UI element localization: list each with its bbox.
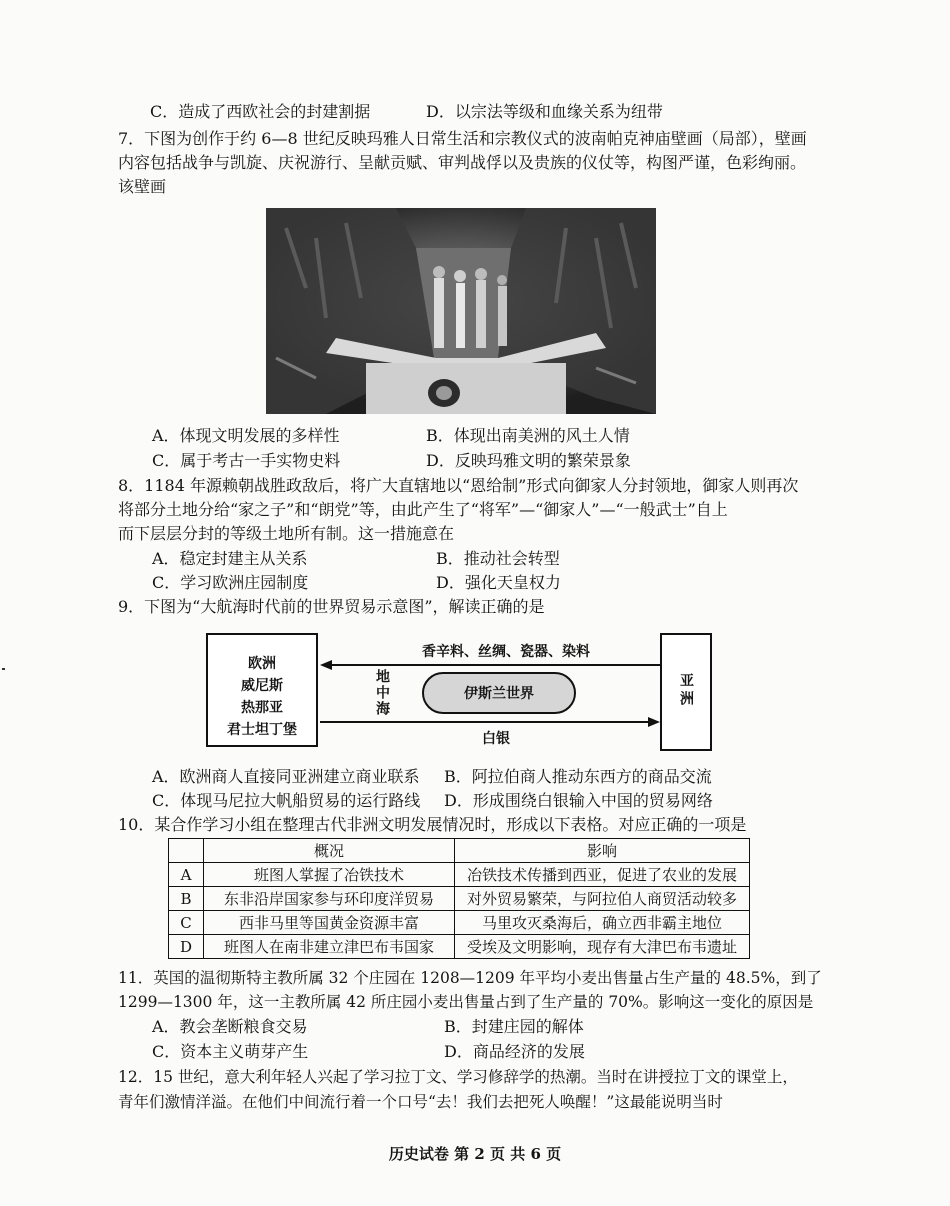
table-cell: 冶铁技术传播到西亚，促进了农业的发展 xyxy=(455,863,750,887)
q10-stem: 10．某合作学习小组在整理古代非洲文明发展情况时，形成以下表格。对应正确的一项是 xyxy=(118,815,747,834)
q7-option-d: D．反映玛雅文明的繁荣景象 xyxy=(426,451,631,470)
genoa-label: 热那亚 xyxy=(241,700,283,716)
table-header-cell xyxy=(169,839,204,863)
q7-option-b: B．体现出南美洲的风土人情 xyxy=(426,426,630,445)
bottom-arrow-head xyxy=(648,717,660,727)
table-header-row xyxy=(169,839,750,863)
table-row xyxy=(169,935,750,959)
table-cell: 班图人在南非建立津巴布韦国家 xyxy=(204,935,455,959)
q9-stem: 9．下图为“大航海时代前的世界贸易示意图”，解读正确的是 xyxy=(118,597,545,616)
q11-option-d: D．商品经济的发展 xyxy=(444,1042,585,1061)
q11-option-a: A．教会垄断粮食交易 xyxy=(152,1017,308,1036)
table-cell: 班图人掌握了冶铁技术 xyxy=(204,863,455,887)
q8-option-a: A．稳定封建主从关系 xyxy=(152,549,308,568)
trade-diagram xyxy=(206,633,712,751)
table-cell: 马里攻灭桑海后，确立西非霸主地位 xyxy=(455,911,750,935)
q9-option-c: C．体现马尼拉大帆船贸易的运行路线 xyxy=(152,791,421,810)
table-header-cell: 影响 xyxy=(455,839,750,863)
q7-stem-line-2: 内容包括战争与凯旋、庆祝游行、呈献贡赋、审判战俘以及贵族的仪仗等，构图严谨，色彩绚丽。 xyxy=(118,153,807,172)
q8-option-d: D．强化天皇权力 xyxy=(436,573,561,592)
bottom-arrow-label: 白银 xyxy=(482,731,510,747)
table-cell: A xyxy=(169,863,204,887)
q11-option-c: C．资本主义萌芽产生 xyxy=(152,1042,309,1061)
q9-option-a: A．欧洲商人直接同亚洲建立商业联系 xyxy=(152,767,420,786)
q7-option-c: C．属于考古一手实物史料 xyxy=(152,451,341,470)
table-cell: C xyxy=(169,911,204,935)
q12-stem-line-1: 12．15 世纪，意大利年轻人兴起了学习拉丁文、学习修辞学的热潮。当时在讲授拉丁文的课堂上， xyxy=(118,1068,798,1086)
constantinople-label: 君士坦丁堡 xyxy=(227,722,297,738)
q6-option-c: C．造成了西欧社会的封建割据 xyxy=(150,102,371,121)
q8-option-c: C．学习欧洲庄园制度 xyxy=(152,573,309,592)
table-cell: D xyxy=(169,935,204,959)
europe-label: 欧洲 xyxy=(248,656,276,672)
mediterranean-label: 地中海 xyxy=(374,669,390,717)
table-cell: 东非沿岸国家参与环印度洋贸易 xyxy=(204,887,455,911)
q9-option-b: B．阿拉伯商人推动东西方的商品交流 xyxy=(444,767,712,786)
bonampak-mural-illustration xyxy=(266,208,656,414)
scan-speck xyxy=(2,668,5,670)
table-cell: 对外贸易繁荣，与阿拉伯人商贸活动较多 xyxy=(455,887,750,911)
mural-image xyxy=(266,208,656,414)
asia-label: 亚洲 xyxy=(678,673,694,709)
q8-stem-line-3: 而下层层分封的等级土地所有制。这一措施意在 xyxy=(118,524,455,543)
table-cell: 受埃及文明影响，现存有大津巴布韦遗址 xyxy=(455,935,750,959)
table-cell: 西非马里等国黄金资源丰富 xyxy=(204,911,455,935)
table-row xyxy=(169,911,750,935)
q7-stem-line-1: 7．下图为创作于约 6—8 世纪反映玛雅人日常生活和宗教仪式的波南帕克神庙壁画（局部），壁画 xyxy=(118,129,807,148)
q11-stem-line-2: 1299—1300 年，这一主教所属 42 所庄园小麦出售量占到了生产量的 70%。影响这一变化的原因是 xyxy=(118,993,814,1011)
q11-option-b: B．封建庄园的解体 xyxy=(444,1017,584,1036)
q7-option-a: A．体现文明发展的多样性 xyxy=(152,426,340,445)
table-row xyxy=(169,887,750,911)
table-header-cell: 概况 xyxy=(204,839,455,863)
q8-stem-line-2: 将部分土地分给“家之子”和“朗党”等，由此产生了“将军”—“御家人”—“一般武士”自上 xyxy=(118,500,728,519)
top-arrow-head xyxy=(320,660,332,670)
q12-stem-line-2: 青年们激情洋溢。在他们中间流行着一个口号“去！我们去把死人唤醒！”这最能说明当时 xyxy=(118,1093,723,1111)
venice-label: 威尼斯 xyxy=(241,678,283,694)
q11-stem-line-1: 11．英国的温彻斯特主教所属 32 个庄园在 1208—1209 年平均小麦出售量占生产量的 48.5%，到了 xyxy=(118,969,822,987)
islam-world-label: 伊斯兰世界 xyxy=(464,686,534,702)
table-cell: B xyxy=(169,887,204,911)
q9-option-d: D．形成围绕白银输入中国的贸易网络 xyxy=(444,791,713,810)
q6-option-d: D．以宗法等级和血缘关系为纽带 xyxy=(426,102,663,121)
q7-stem-line-3: 该壁画 xyxy=(118,177,167,196)
page-footer: 历史试卷 第 2 页 共 6 页 xyxy=(388,1145,562,1163)
top-arrow-label: 香辛料、丝绸、瓷器、染料 xyxy=(422,644,590,660)
q8-option-b: B．推动社会转型 xyxy=(436,549,560,568)
table-row xyxy=(169,863,750,887)
q8-stem-line-1: 8．1184 年源赖朝战胜政敌后，将广大直辖地以“恩给制”形式向御家人分封领地，御家人则再次 xyxy=(118,476,799,495)
africa-table xyxy=(168,838,750,959)
